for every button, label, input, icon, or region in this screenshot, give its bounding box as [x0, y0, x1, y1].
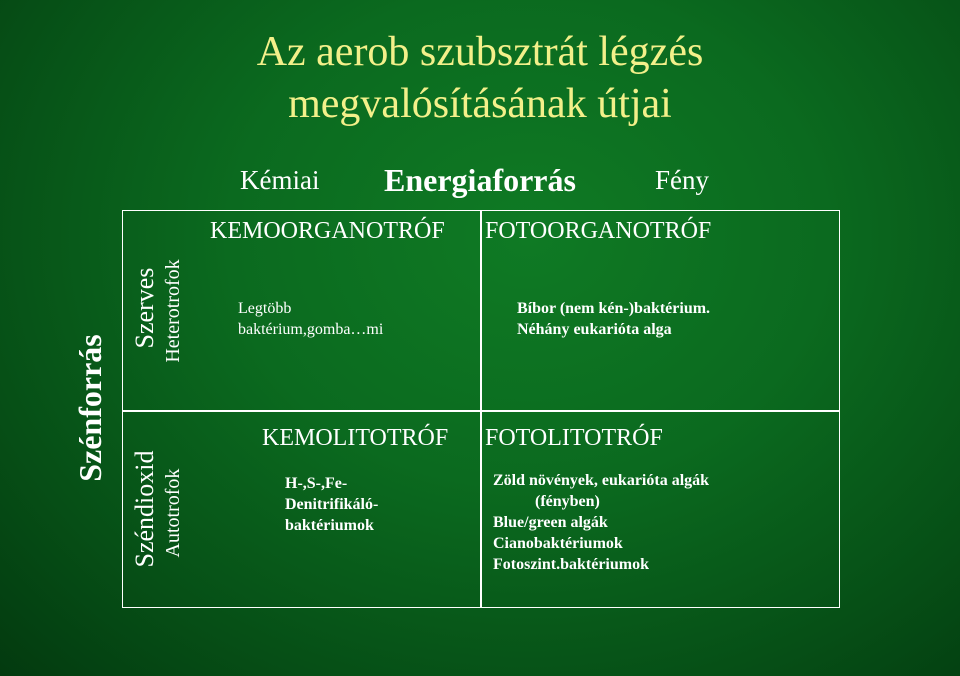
- cell-text-line: (fényben): [535, 493, 600, 510]
- cell-chemolithotroph-text: [285, 473, 378, 536]
- cell-chemoorganotroph-text: [238, 298, 383, 340]
- cell-text-line: H-,S-,Fe-: [285, 475, 348, 492]
- cell-text-line: Denitrifikáló-: [285, 496, 379, 513]
- energy-chemical-label: Kémiai: [240, 165, 320, 195]
- grid-horizontal-divider: [122, 410, 840, 412]
- cell-photolithotroph-text: [493, 470, 709, 575]
- cell-text-line: Cianobaktériumok: [493, 535, 623, 552]
- carbon-source-label: Szénforrás: [72, 334, 108, 482]
- cell-text-line: Zöld növények, eukarióta algák: [493, 472, 710, 489]
- title-line-2: megvalósításának útjai: [288, 81, 672, 127]
- cell-photolithotroph-title: FOTOLITOTRÓF: [485, 425, 663, 451]
- cell-chemoorganotroph-title: KEMOORGANOTRÓF: [210, 218, 445, 244]
- cell-text-line: Bíbor (nem kén-)baktérium.: [517, 300, 711, 317]
- cell-text-line: baktérium,gomba…mi: [238, 321, 384, 338]
- cell-text-line: Fotoszint.baktériumok: [493, 556, 649, 573]
- energy-source-label: Energiaforrás: [384, 162, 576, 198]
- title-line-1: Az aerob szubsztrát légzés: [256, 29, 704, 75]
- cell-chemolithotroph-title: KEMOLITOTRÓF: [262, 425, 449, 451]
- cell-text-line: Néhány eukarióta alga: [517, 321, 672, 338]
- row-co2-label: Széndioxid: [130, 450, 159, 568]
- cell-text-line: baktériumok: [285, 517, 374, 534]
- cell-photoorganotroph-text: [517, 298, 710, 340]
- row-organic-label: Szerves: [130, 267, 159, 349]
- energy-light-label: Fény: [655, 165, 709, 195]
- cell-text-line: Legtöbb: [238, 300, 292, 317]
- cell-photoorganotroph-title: FOTOORGANOTRÓF: [485, 218, 712, 244]
- grid-vertical-divider: [480, 210, 482, 608]
- row-autotroph-label: Autotrofok: [162, 468, 184, 558]
- row-heterotroph-label: Heterotrofok: [162, 259, 184, 363]
- cell-text-line: Blue/green algák: [493, 514, 608, 531]
